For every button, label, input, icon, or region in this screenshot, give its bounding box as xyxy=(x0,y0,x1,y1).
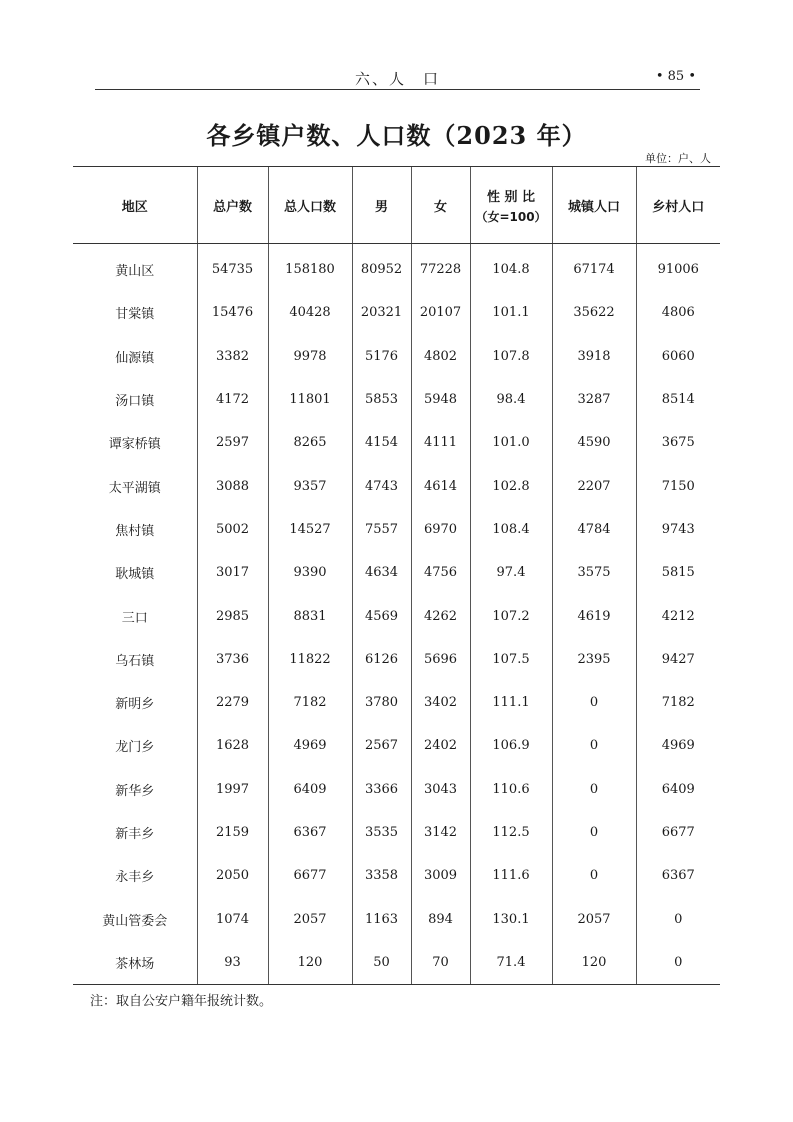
value-cell: 101.0 xyxy=(470,421,552,464)
value-cell: 3575 xyxy=(552,551,636,594)
region-cell: 永丰乡 xyxy=(115,870,155,886)
value-cell: 4154 xyxy=(352,421,411,464)
region-cell: 三口 xyxy=(121,610,148,626)
value-cell: 4806 xyxy=(636,291,720,334)
column-header-label: 女 xyxy=(433,199,447,215)
value-cell: 77228 xyxy=(411,244,470,292)
value-cell: 5696 xyxy=(411,638,470,681)
value-cell: 4634 xyxy=(352,551,411,594)
value-cell: 7182 xyxy=(268,681,352,724)
value-cell: 4262 xyxy=(411,594,470,637)
value-cell: 3142 xyxy=(411,811,470,854)
value-cell: 3675 xyxy=(636,421,720,464)
value-cell: 5815 xyxy=(636,551,720,594)
value-cell: 9978 xyxy=(268,335,352,378)
value-cell: 4590 xyxy=(552,421,636,464)
value-cell: 6409 xyxy=(636,768,720,811)
value-cell: 3009 xyxy=(411,854,470,897)
value-cell: 4569 xyxy=(352,594,411,637)
value-cell: 4969 xyxy=(268,724,352,767)
value-cell: 6409 xyxy=(268,768,352,811)
region-cell: 汤口镇 xyxy=(115,394,155,410)
value-cell: 80952 xyxy=(352,244,411,292)
value-cell: 2985 xyxy=(197,594,268,637)
region-cell: 黄山管委会 xyxy=(102,913,168,929)
value-cell: 2597 xyxy=(197,421,268,464)
value-cell: 8265 xyxy=(268,421,352,464)
value-cell: 104.8 xyxy=(470,244,552,292)
value-cell: 3287 xyxy=(552,378,636,421)
value-cell: 6970 xyxy=(411,508,470,551)
value-cell: 71.4 xyxy=(470,941,552,985)
value-cell: 3358 xyxy=(352,854,411,897)
value-cell: 5948 xyxy=(411,378,470,421)
population-table xyxy=(73,166,720,985)
value-cell: 107.8 xyxy=(470,335,552,378)
value-cell: 130.1 xyxy=(470,897,552,940)
value-cell: 5176 xyxy=(352,335,411,378)
value-cell: 111.6 xyxy=(470,854,552,897)
value-cell: 4619 xyxy=(552,594,636,637)
value-cell: 35622 xyxy=(552,291,636,334)
unit-label: 单位：户、人 xyxy=(645,152,711,165)
column-header xyxy=(636,167,720,244)
value-cell: 1163 xyxy=(352,897,411,940)
value-cell: 4756 xyxy=(411,551,470,594)
column-header-label: 性 别 比 xyxy=(486,189,536,205)
region-cell: 黄山区 xyxy=(115,264,155,280)
region-cell: 甘棠镇 xyxy=(115,307,155,323)
value-cell: 93 xyxy=(197,941,268,985)
chapter-title: 六、人 口 xyxy=(354,70,440,88)
value-cell: 5853 xyxy=(352,378,411,421)
column-header-label: 总户数 xyxy=(212,199,252,215)
table-row xyxy=(73,724,720,767)
value-cell: 106.9 xyxy=(470,724,552,767)
value-cell: 9390 xyxy=(268,551,352,594)
value-cell: 101.1 xyxy=(470,291,552,334)
value-cell: 4969 xyxy=(636,724,720,767)
region-cell: 茶林场 xyxy=(73,941,197,985)
column-header-label: 总人口数 xyxy=(283,199,336,215)
value-cell: 108.4 xyxy=(470,508,552,551)
value-cell: 5002 xyxy=(197,508,268,551)
header-rule xyxy=(95,89,700,90)
value-cell: 112.5 xyxy=(470,811,552,854)
value-cell: 102.8 xyxy=(470,464,552,507)
value-cell: 0 xyxy=(552,681,636,724)
table-row xyxy=(73,508,720,551)
value-cell: 15476 xyxy=(197,291,268,334)
value-cell: 1074 xyxy=(197,897,268,940)
value-cell: 2279 xyxy=(197,681,268,724)
value-cell: 4784 xyxy=(552,508,636,551)
value-cell: 4743 xyxy=(352,464,411,507)
column-header-label: 乡村人口 xyxy=(652,199,705,215)
value-cell: 8514 xyxy=(636,378,720,421)
table-row xyxy=(73,378,720,421)
value-cell: 2567 xyxy=(352,724,411,767)
page-number: • 85 • xyxy=(655,69,696,84)
column-header xyxy=(470,167,552,244)
value-cell: 3736 xyxy=(197,638,268,681)
column-header xyxy=(197,167,268,244)
table-row xyxy=(73,681,720,724)
column-header xyxy=(411,167,470,244)
table-row xyxy=(73,244,720,292)
value-cell: 2207 xyxy=(552,464,636,507)
value-cell: 2159 xyxy=(197,811,268,854)
region-cell: 新华乡 xyxy=(115,783,155,799)
region-cell: 耿城镇 xyxy=(115,567,155,583)
value-cell: 70 xyxy=(411,941,470,985)
value-cell: 8831 xyxy=(268,594,352,637)
column-header xyxy=(268,167,352,244)
value-cell: 111.1 xyxy=(470,681,552,724)
value-cell: 20321 xyxy=(352,291,411,334)
value-cell: 67174 xyxy=(552,244,636,292)
value-cell: 3017 xyxy=(197,551,268,594)
region-cell: 焦村镇 xyxy=(115,523,155,539)
table-title: 各乡镇户数、人口数（2023 年） xyxy=(206,121,587,150)
value-cell: 2395 xyxy=(552,638,636,681)
value-cell: 9743 xyxy=(636,508,720,551)
region-cell: 龙门乡 xyxy=(115,740,155,756)
value-cell: 894 xyxy=(411,897,470,940)
value-cell: 0 xyxy=(636,897,720,940)
value-cell: 1628 xyxy=(197,724,268,767)
value-cell: 4802 xyxy=(411,335,470,378)
value-cell: 98.4 xyxy=(470,378,552,421)
value-cell: 14527 xyxy=(268,508,352,551)
value-cell: 110.6 xyxy=(470,768,552,811)
table-row xyxy=(73,811,720,854)
value-cell: 4111 xyxy=(411,421,470,464)
value-cell: 1997 xyxy=(197,768,268,811)
value-cell: 11822 xyxy=(268,638,352,681)
value-cell: 6677 xyxy=(636,811,720,854)
table-row xyxy=(73,551,720,594)
value-cell: 120 xyxy=(552,941,636,985)
value-cell: 107.5 xyxy=(470,638,552,681)
value-cell: 9427 xyxy=(636,638,720,681)
value-cell: 2057 xyxy=(552,897,636,940)
value-cell: 158180 xyxy=(268,244,352,292)
value-cell: 3402 xyxy=(411,681,470,724)
value-cell: 3780 xyxy=(352,681,411,724)
value-cell: 6060 xyxy=(636,335,720,378)
table-row xyxy=(73,941,720,985)
value-cell: 3382 xyxy=(197,335,268,378)
table-row xyxy=(73,638,720,681)
value-cell: 0 xyxy=(636,941,720,985)
region-cell: 仙源镇 xyxy=(115,350,155,366)
column-header-label: 男 xyxy=(374,199,388,215)
column-header-sublabel: （女=100） xyxy=(475,209,547,224)
value-cell: 40428 xyxy=(268,291,352,334)
value-cell: 7150 xyxy=(636,464,720,507)
table-row xyxy=(73,768,720,811)
value-cell: 0 xyxy=(552,768,636,811)
column-header xyxy=(352,167,411,244)
value-cell: 6367 xyxy=(636,854,720,897)
value-cell: 107.2 xyxy=(470,594,552,637)
value-cell: 2057 xyxy=(268,897,352,940)
table-row xyxy=(73,335,720,378)
value-cell: 11801 xyxy=(268,378,352,421)
table-row xyxy=(73,291,720,334)
table-header-row xyxy=(73,167,720,244)
value-cell: 0 xyxy=(552,724,636,767)
value-cell: 54735 xyxy=(197,244,268,292)
value-cell: 9357 xyxy=(268,464,352,507)
running-head xyxy=(95,64,700,88)
value-cell: 3535 xyxy=(352,811,411,854)
value-cell: 4212 xyxy=(636,594,720,637)
region-cell: 新丰乡 xyxy=(115,827,155,842)
value-cell: 7182 xyxy=(636,681,720,724)
table-note: 注：取自公安户籍年报统计数。 xyxy=(90,994,273,1009)
value-cell: 3088 xyxy=(197,464,268,507)
region-cell: 新明乡 xyxy=(115,697,155,713)
value-cell: 97.4 xyxy=(470,551,552,594)
value-cell: 2050 xyxy=(197,854,268,897)
region-cell: 太平湖镇 xyxy=(108,480,161,496)
value-cell: 6367 xyxy=(268,811,352,854)
table-row xyxy=(73,897,720,940)
value-cell: 2402 xyxy=(411,724,470,767)
value-cell: 91006 xyxy=(636,244,720,292)
column-header-label: 地区 xyxy=(121,199,148,215)
column-header xyxy=(73,167,197,244)
table-row xyxy=(73,594,720,637)
value-cell: 3366 xyxy=(352,768,411,811)
table-row xyxy=(73,421,720,464)
value-cell: 6126 xyxy=(352,638,411,681)
value-cell: 3043 xyxy=(411,768,470,811)
region-cell: 谭家桥镇 xyxy=(108,437,161,453)
value-cell: 4614 xyxy=(411,464,470,507)
value-cell: 120 xyxy=(268,941,352,985)
table-body xyxy=(73,244,720,985)
value-cell: 4172 xyxy=(197,378,268,421)
table-row xyxy=(73,464,720,507)
value-cell: 6677 xyxy=(268,854,352,897)
column-header-label: 城镇人口 xyxy=(567,199,620,215)
value-cell: 7557 xyxy=(352,508,411,551)
value-cell: 50 xyxy=(352,941,411,985)
value-cell: 0 xyxy=(552,854,636,897)
column-header xyxy=(552,167,636,244)
value-cell: 3918 xyxy=(552,335,636,378)
value-cell: 20107 xyxy=(411,291,470,334)
region-cell: 乌石镇 xyxy=(115,653,155,669)
value-cell: 0 xyxy=(552,811,636,854)
table-row xyxy=(73,854,720,897)
